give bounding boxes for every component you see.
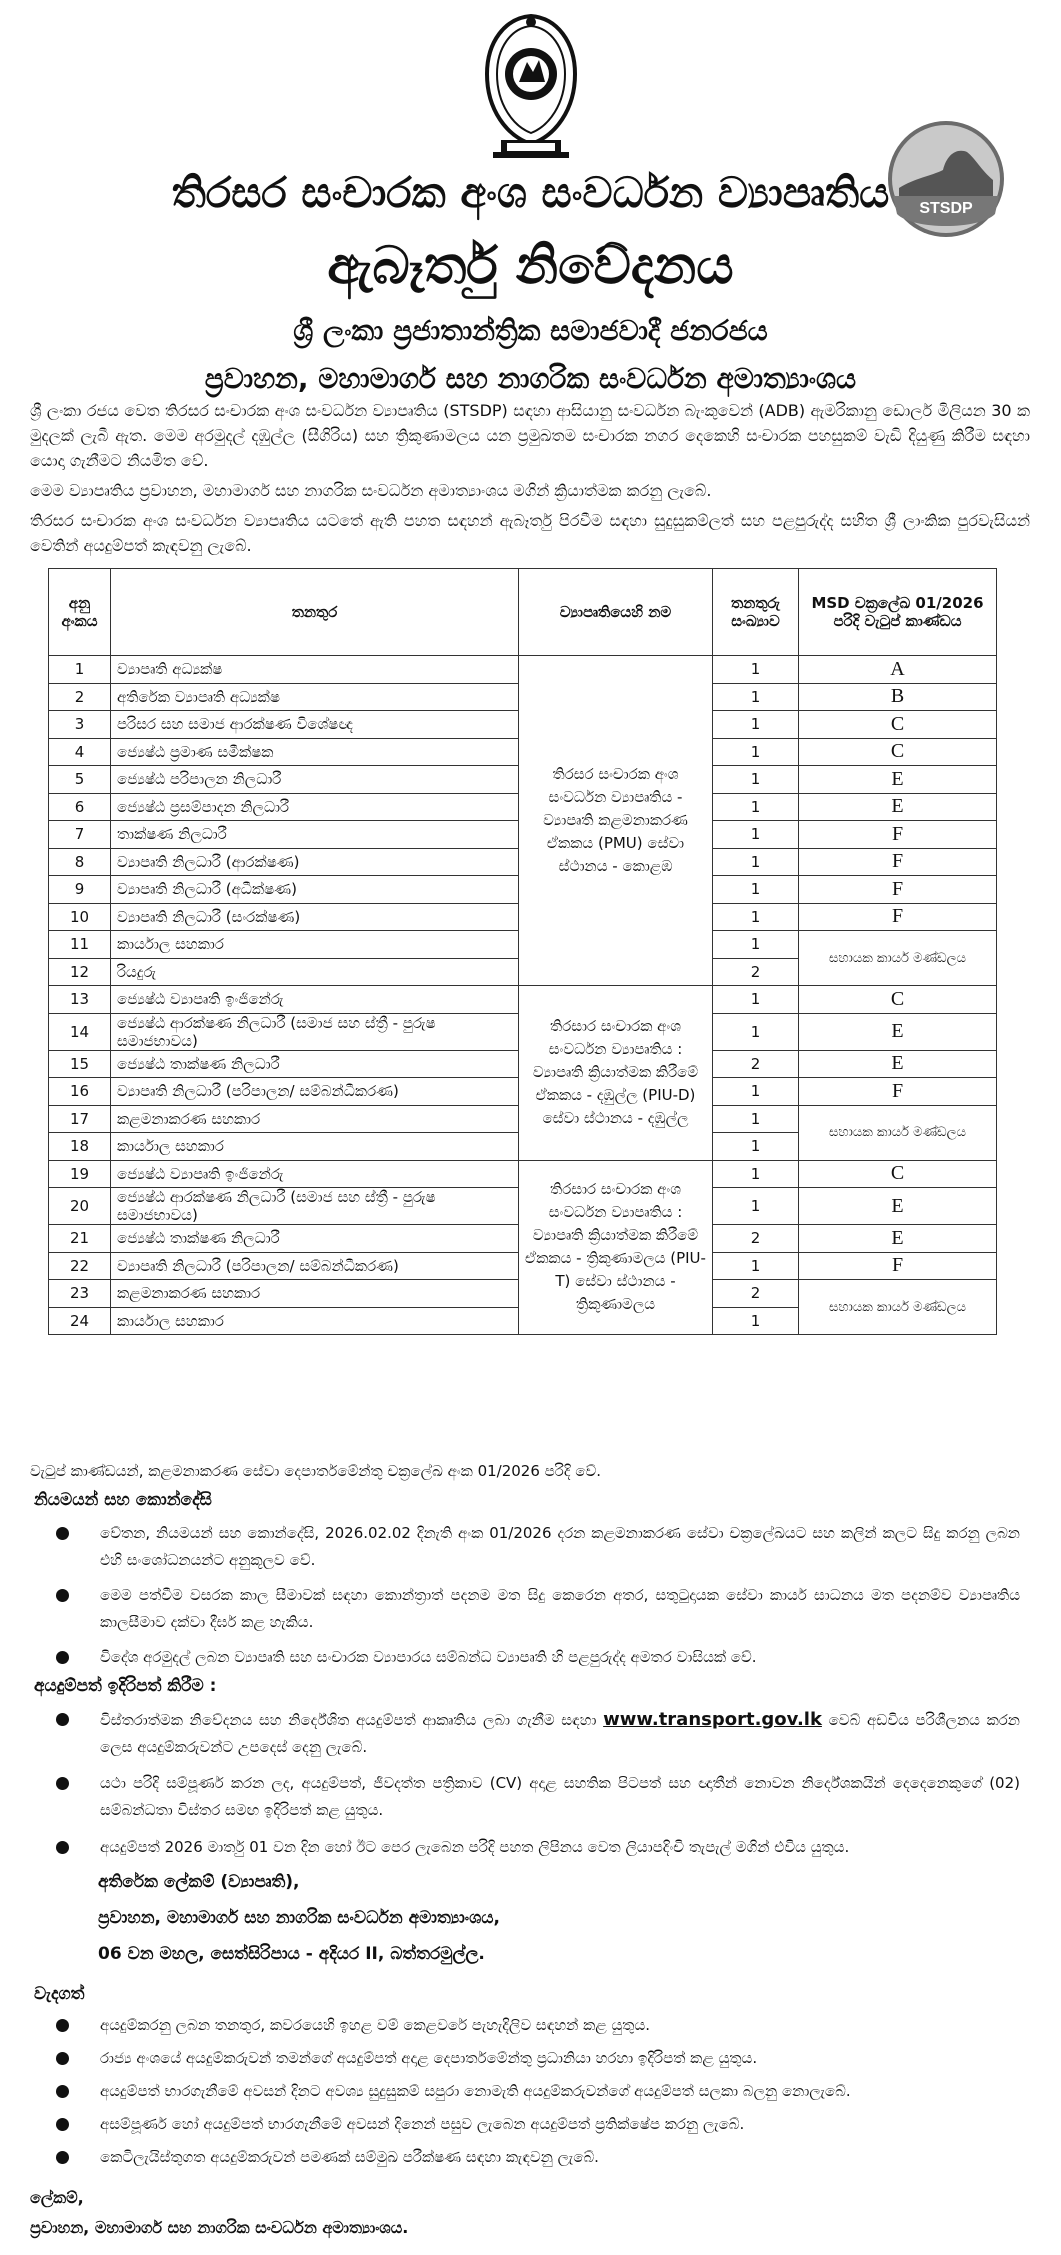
important-heading: වැදගත් [34,1984,85,2004]
row-count: 1 [713,1160,799,1188]
row-no: 17 [49,1105,111,1133]
important-item: කෙටිලැයිස්තුගත අයදුම්කරුවන් පමණක් සම්මුඛ පරීක්ෂණ සඳහා කැඳවනු ලැබේ. [60,2144,1020,2171]
row-count: 2 [713,1280,799,1308]
row-no: 14 [49,1013,111,1050]
row-post: ජ්‍යෙෂ්ඨ ආරක්ෂණ නිලධාරී (සමාජ සහ ස්ත්‍රී - පුරුෂ සමාජභාවය) [111,1013,519,1050]
row-no: 15 [49,1050,111,1078]
row-count: 1 [713,876,799,904]
row-count: 2 [713,958,799,986]
table-header-row [49,569,997,656]
row-post: කාර්යාල සහකාර [111,931,519,959]
row-grade: A [799,656,997,684]
important-item: අයදුම්කරනු ලබන තනතුර, කවරයෙහි ඉහළ වම් කෙළවරේ පැහැදිලිව සඳහන් කළ යුතුය. [60,2012,1020,2039]
row-post: ජ්‍යෙෂ්ඨ ව්‍යාපෘති ඉංජිනේරු [111,1160,519,1188]
signature-title: ලේකම්, [30,2188,84,2207]
row-post: ව්‍යාපෘති නිලධාරී (පරිපාලන/ සම්බන්ධීකරණ) [111,1078,519,1106]
row-post: ව්‍යාපෘති නිලධාරී (අධීක්ෂණ) [111,876,519,904]
vacancy-table [48,568,997,1335]
row-grade: B [799,683,997,711]
row-count: 1 [713,738,799,766]
bullet-icon [56,2085,69,2098]
row-no: 13 [49,986,111,1014]
apply-item: විස්තරාත්මක නිවේදනය සහ නිර්දේශිත අයදුම්පත් ආකෘතිය ලබා ගැනීම සඳහා www.transport.gov.lk වෙබ් අඩවිය පරිශීලනය කරන ලෙස අයදුම්කරුවන්ට උපදෙස් දෙනු ලැබේ. [60,1706,1020,1761]
row-post: ව්‍යාපෘති නිලධාරී (ආරක්ෂණ) [111,848,519,876]
bullet-icon [56,2052,69,2065]
apply-item: අයදුම්පත් 2026 මාර්තු 01 වන දින හෝ ඊට පෙර ලැබෙන පරිදි පහත ලිපිනය වෙත ලියාපදිංචි තැපැල් මගින් එවිය යුතුය. [60,1834,1020,1861]
important-item: අයදුම්පත් භාරගැනීමේ අවසන් දිනට අවශ්‍ය සුදුසුකම් සපුරා නොමැති අයදුම්කරුවන්ගේ අයදුම්පත් සලකා බලනු නොලැබේ. [60,2078,1020,2105]
row-grade: F [799,876,997,904]
logo-text: STSDP [919,200,973,217]
national-emblem-icon [475,12,587,162]
row-post: කළමනාකරණ සහකාර [111,1280,519,1308]
bullet-icon [56,1777,69,1790]
bullet-icon [56,1589,69,1602]
row-post: ව්‍යාපෘති අධ්‍යක්ෂ [111,656,519,684]
row-post: ජ්‍යෙෂ්ඨ ආරක්ෂණ නිලධාරී (සමාජ සහ ස්ත්‍රී - පුරුෂ සමාජභාවය) [111,1188,519,1225]
table-row [49,986,997,1014]
row-no: 20 [49,1188,111,1225]
row-post: තාක්ෂණ නිලධාරී [111,821,519,849]
row-grade: E [799,1225,997,1253]
row-count: 2 [713,1225,799,1253]
address-line: 06 වන මහල, සෙත්සිරිපාය - අදියර II, බත්තරමුල්ල. [98,1944,485,1964]
project-piu-t: තිරසාර සංචාරක අංශ සංවර්ධන ව්‍යාපෘතිය : ව්‍යාපෘති ක්‍රියාත්මක කිරීමේ ඒකකය - ත්‍රිකුණාමලය (PIU-T) සේවා ස්ථානය - ත්‍රිකුණාමලය [519,1160,713,1335]
row-count: 1 [713,1252,799,1280]
salary-note: වැටුප් කාණ්ඩයන්, කළමනාකරණ සේවා දෙපාර්තමේන්තු චක්‍රලේඛ අංක 01/2026 පරිදි වේ. [30,1462,602,1480]
header-serial-no: අනු අංකය [49,569,111,656]
row-count: 2 [713,1050,799,1078]
row-no: 2 [49,683,111,711]
row-count: 1 [713,903,799,931]
row-no: 21 [49,1225,111,1253]
header-post: තනතුර [111,569,519,656]
row-count: 1 [713,656,799,684]
row-count: 1 [713,1078,799,1106]
row-no: 1 [49,656,111,684]
support-staff-grade: සහායක කාර්ය මණ්ඩලය [799,1105,997,1160]
row-count: 1 [713,1133,799,1161]
row-count: 1 [713,1188,799,1225]
row-count: 1 [713,848,799,876]
bullet-icon [56,2118,69,2131]
row-post: කාර්යාල සහකාර [111,1133,519,1161]
row-grade: E [799,1188,997,1225]
row-grade: E [799,1013,997,1050]
header-salary-grade: MSD චක්‍රලේඛ 01/2026 පරිදි වැටුප් කාණ්ඩය [799,569,997,656]
row-grade: F [799,821,997,849]
row-post: ජ්‍යෙෂ්ඨ පරිපාලන නිලධාරී [111,766,519,794]
row-grade: F [799,1252,997,1280]
bullet-icon [56,1651,69,1664]
row-post: ජ්‍යෙෂ්ඨ තාක්ෂණ නිලධාරී [111,1225,519,1253]
row-post: ජ්‍යෙෂ්ඨ තාක්ෂණ නිලධාරී [111,1050,519,1078]
row-grade: F [799,903,997,931]
row-count: 1 [713,711,799,739]
signature-ministry: ප්‍රවාහන, මහාමාර්ග සහ නාගරික සංවර්ධන අමාත්‍යාංශය. [30,2218,409,2237]
row-no: 3 [49,711,111,739]
bullet-icon [56,1527,69,1540]
header-project: ව්‍යාපෘතියෙහි නම [519,569,713,656]
row-count: 1 [713,793,799,821]
project-piu-d: තිරසාර සංචාරක අංශ සංවර්ධන ව්‍යාපෘතිය : ව්‍යාපෘති ක්‍රියාත්මක කිරීමේ ඒකකය - දඹුල්ල (PIU-D) සේවා ස්ථානය - දඹුල්ල [519,986,713,1161]
row-no: 4 [49,738,111,766]
row-grade: C [799,711,997,739]
row-count: 1 [713,1307,799,1335]
row-no: 6 [49,793,111,821]
project-pmu: තිරසර සංචාරක අංශ සංවර්ධන ව්‍යාපෘතිය - ව්‍යාපෘති කළමනාකරණ ඒකකය (PMU) සේවා ස්ථානය - කොළඹ [519,656,713,986]
bullet-icon [56,2151,69,2164]
table-row [49,656,997,684]
apply-item: යථා පරිදි සම්පූර්ණ කරන ලද, අයදුම්පත්, ජීවදත්ත පත්‍රිකාව (CV) අදාළ සහතික පිටපත් සහ ඥාතීන් නොවන නිර්දේශකයින් දෙදෙනෙකුගේ (02) සම්බන්ධතා විස්තර සමඟ ඉදිරිපත් කළ යුතුය. [60,1770,1020,1824]
address-line: අතිරේක ලේකම් (ව්‍යාපෘති), [98,1872,300,1892]
advert-title: ඇබෑර්තු නිවේදනය [327,236,734,296]
row-grade: E [799,766,997,794]
bullet-icon [56,2019,69,2032]
row-no: 22 [49,1252,111,1280]
row-no: 5 [49,766,111,794]
project-title: තිරසර සංචාරක අංශ සංවර්ධන ව්‍යාපෘතිය [171,168,890,217]
bullet-icon [56,1713,69,1726]
table-row [49,1160,997,1188]
row-no: 8 [49,848,111,876]
row-post: කළමනාකරණ සහකාර [111,1105,519,1133]
row-post: කාර්යාල සහකාර [111,1307,519,1335]
row-no: 24 [49,1307,111,1335]
row-no: 11 [49,931,111,959]
row-grade: E [799,1050,997,1078]
intro-paragraph-1: ශ්‍රී ලංකා රජය වෙත තිරසර සංචාරක අංශ සංවර්ධන ව්‍යාපෘතිය (STSDP) සඳහා ආසියානු සංවර්ධන බැංකුවෙන් (ADB) ඇමරිකානු ඩොලර් මිලියන 30 ක මුදලක් ලැබී ඇත. මෙම අරමුදල් දඹුල්ල (සීගිරිය) සහ ත්‍රිකුණාමලය යන ප්‍රමුඛතම සංචාරක නගර දෙකෙහි සංචාරක පහසුකම් වැඩි දියුණු කිරීම සඳහා යොදා ගැනීමට නියමිත වේ. [30,401,1030,470]
row-post: පරිසර සහ සමාජ ආරක්ෂණ විශේෂඥ [111,711,519,739]
bullet-icon [56,1841,69,1854]
header-count: තනතුරු සංඛ්‍යාව [713,569,799,656]
important-item: අසම්පූර්ණ හෝ අයදුම්පත් භාරගැනීමේ අවසන් දිනෙන් පසුව ලැබෙන අයදුම්පත් ප්‍රතික්ෂේප කරනු ලැබේ. [60,2111,1020,2138]
row-no: 16 [49,1078,111,1106]
terms-heading: නියමයන් සහ කොන්දේසි [34,1490,212,1510]
row-no: 12 [49,958,111,986]
row-post: ජ්‍යෙෂ්ඨ ප්‍රමාණ සමීක්ෂක [111,738,519,766]
row-no: 10 [49,903,111,931]
row-no: 19 [49,1160,111,1188]
support-staff-grade: සහායක කාර්ය මණ්ඩලය [799,931,997,986]
country-name: ශ්‍රී ලංකා ප්‍රජාතාන්ත්‍රික සමාජවාදී ජනරජය [293,314,768,347]
website-link[interactable]: www.transport.gov.lk [603,1709,822,1730]
row-post: අතිරේක ව්‍යාපෘති අධ්‍යක්ෂ [111,683,519,711]
important-item: රාජ්‍ය අංශයේ අයදුම්කරුවන් තමන්ගේ අයදුම්පත් අදාළ දෙපාර්තමේන්තු ප්‍රධානියා හරහා ඉදිරිපත් කළ යුතුය. [60,2045,1020,2072]
row-post: රියදුරු [111,958,519,986]
terms-item: මෙම පත්වීම වසරක කාල සීමාවක් සඳහා කොන්ත්‍රාත් පදනම මත සිදු කෙරෙන අතර, සතුටුදායක සේවා කාර්ය සාධනය මත පදනම්ව ව්‍යාපෘතිය කාලසීමාව දක්වා දීර්ඝ කළ හැකිය. [60,1582,1020,1636]
row-count: 1 [713,766,799,794]
row-count: 1 [713,683,799,711]
row-count: 1 [713,1105,799,1133]
terms-item: විදේශ අරමුදල් ලබන ව්‍යාපෘති සහ සංචාරක ව්‍යාපාරය සම්බන්ධ ව්‍යාපෘති හි පළපුරුද්ද අමතර වාසියක් වේ. [60,1644,1020,1671]
row-grade: E [799,793,997,821]
row-no: 23 [49,1280,111,1308]
intro-paragraph-2: මෙම ව්‍යාපෘතිය ප්‍රවාහන, මහාමාර්ග සහ නාගරික සංවර්ධන අමාත්‍යාංශය මගින් ක්‍රියාත්මක කරනු ලැබේ. [30,481,712,500]
row-post: ව්‍යාපෘති නිලධාරී (සංරක්ෂණ) [111,903,519,931]
row-no: 7 [49,821,111,849]
row-post: ජ්‍යෙෂ්ඨ ව්‍යාපෘති ඉංජිනේරු [111,986,519,1014]
apply-heading: අයදුම්පත් ඉදිරිපත් කිරීම : [34,1676,217,1696]
row-no: 9 [49,876,111,904]
row-post: ව්‍යාපෘති නිලධාරී (පරිපාලන/ සම්බන්ධීකරණ) [111,1252,519,1280]
intro-paragraph-3: තිරසර සංචාරක අංශ සංවර්ධන ව්‍යාපෘතිය යටතේ ඇති පහත සඳහන් ඇබෑර්තු පිරවීම සඳහා සුදුසුකම්ලත් සහ පළපුරුද්ද සහිත ශ්‍රී ලාංකික පුරවැසියන් වෙතින් අයදුම්පත් කැඳවනු ලැබේ. [30,511,1030,555]
row-count: 1 [713,821,799,849]
support-staff-grade: සහායක කාර්ය මණ්ඩලය [799,1280,997,1335]
row-grade: F [799,848,997,876]
row-count: 1 [713,986,799,1014]
row-grade: F [799,1078,997,1106]
row-grade: C [799,1160,997,1188]
row-count: 1 [713,931,799,959]
terms-item: වේතන, නියමයන් සහ කොන්දේසි, 2026.02.02 දිනැති අංක 01/2026 දරන කළමනාකරණ සේවා චක්‍රලේඛයට සහ කලින් කලට සිදු කරනු ලබන එහි සංශෝධනයන්ට අනුකූලව වේ. [60,1520,1020,1574]
address-line: ප්‍රවාහන, මහාමාර්ග සහ නාගරික සංවර්ධන අමාත්‍යාංශය, [98,1908,500,1928]
ministry-name: ප්‍රවාහන, මහාමාර්ග සහ නාගරික සංවර්ධන අමාත්‍යාංශය [204,362,857,395]
row-grade: C [799,986,997,1014]
row-no: 18 [49,1133,111,1161]
row-grade: C [799,738,997,766]
row-count: 1 [713,1013,799,1050]
row-post: ජ්‍යෙෂ්ඨ ප්‍රසම්පාදන නිලධාරී [111,793,519,821]
